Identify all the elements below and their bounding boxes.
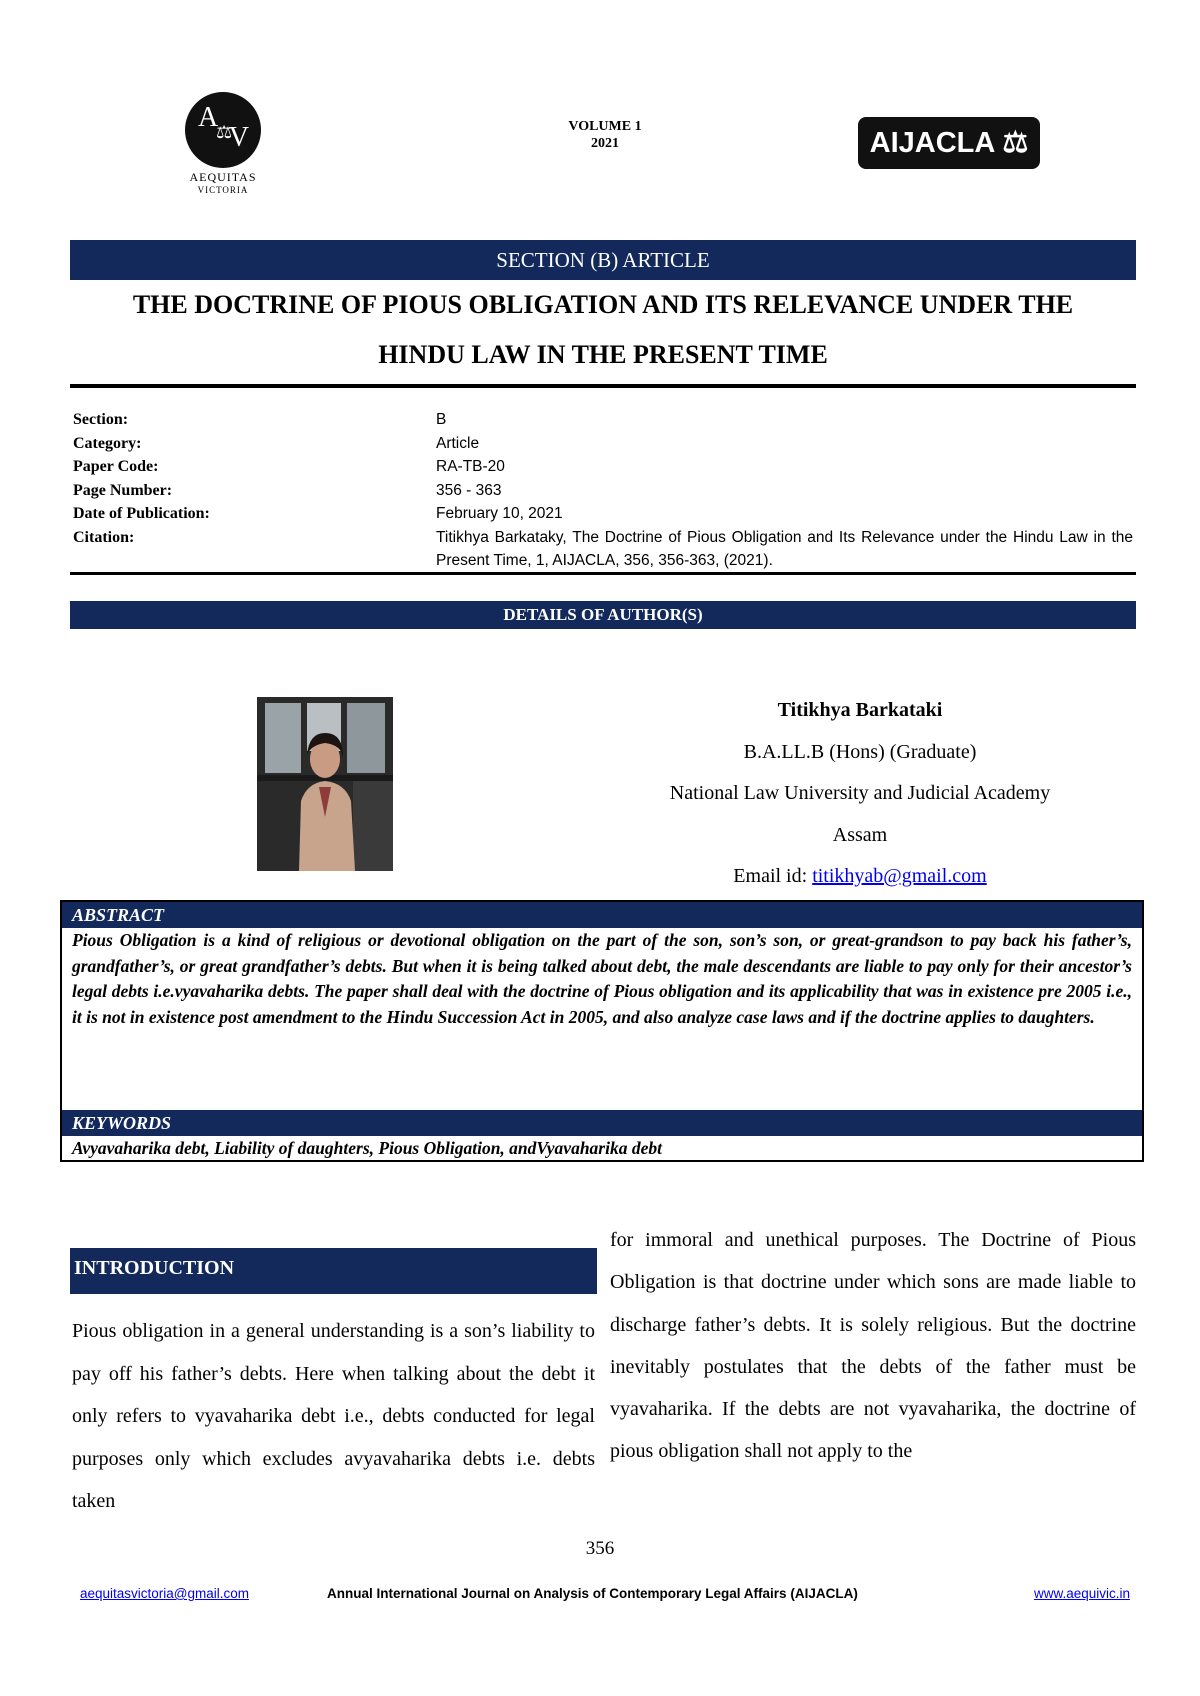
- footer-email-link[interactable]: aequitasvictoria@gmail.com: [80, 1586, 250, 1601]
- logo-emblem: [185, 92, 261, 168]
- section-bar: SECTION (B) ARTICLE: [70, 240, 1136, 280]
- logo-letter-v: V: [228, 122, 249, 153]
- page-number: 356: [585, 1538, 615, 1559]
- meta-row-paper-code: [73, 455, 1133, 479]
- meta-row-citation: [73, 526, 1133, 573]
- meta-key: Category:: [73, 434, 142, 452]
- meta-row-page-number: [73, 479, 1133, 503]
- intro-left-column: Pious obligation in a general understanding is a son’s liability to pay off his father’s debts. Here when talking about the debt it only refers to vyavaharika debt i.e., debts conducted for legal purposes only which excludes avyavaharika debts i.e. debts taken: [72, 1320, 595, 1512]
- author-place: Assam: [832, 823, 888, 846]
- article-meta: [73, 408, 1133, 573]
- keywords-heading: KEYWORDS: [62, 1110, 1142, 1136]
- meta-key: Citation:: [73, 528, 135, 546]
- meta-value: B: [436, 411, 447, 428]
- email-label: Email id:: [733, 865, 813, 887]
- meta-value: 356 - 363: [436, 481, 502, 499]
- title-divider: [70, 384, 1136, 388]
- abstract-heading: ABSTRACT: [62, 902, 1142, 928]
- aequitas-victoria-logo: [180, 92, 266, 195]
- meta-key: Section:: [73, 411, 129, 428]
- author-institution: National Law University and Judicial Academy: [669, 782, 1051, 804]
- intro-right-column: for immoral and unethical purposes. The Doctrine of Pious Obligation is that doctrine under which sons are made liable to discharge father’s debts. It is solely religious. But the doctrine inevitably postulates that the debts of the father must be vyavaharika. If the debts are not vyavaharika, the doctrine of pious obligation shall not apply to the: [610, 1229, 1136, 1463]
- logo-letter-a: A: [198, 102, 219, 133]
- meta-row-section: [73, 408, 1133, 432]
- meta-key: Date of Publication:: [73, 505, 210, 522]
- logo-word-aequitas: AEQUITAS: [189, 170, 257, 184]
- meta-value: RA-TB-20: [436, 458, 505, 475]
- author-details: [580, 690, 1140, 898]
- author-email-link[interactable]: titikhyab@gmail.com: [812, 865, 987, 887]
- volume-info: [540, 118, 670, 152]
- author-degree: B.A.LL.B (Hons) (Graduate): [743, 740, 977, 763]
- meta-row-category: [73, 432, 1133, 456]
- footer-journal-name: Annual International Journal on Analysis of Contemporary Legal Affairs (AIJACLA): [327, 1586, 858, 1601]
- meta-divider: [70, 572, 1136, 575]
- meta-value: Article: [436, 434, 480, 452]
- volume-year: 2021: [591, 136, 619, 151]
- authors-bar: DETAILS OF AUTHOR(S): [70, 601, 1136, 629]
- logo-word-victoria: VICTORIA: [197, 185, 249, 195]
- volume-label: VOLUME 1: [568, 119, 642, 134]
- title-line-1: THE DOCTRINE OF PIOUS OBLIGATION AND ITS RELEVANCE UNDER THE: [132, 290, 1074, 319]
- abstract-box: [60, 900, 1144, 1162]
- keywords-text: Avyavaharika debt, Liability of daughters, Pious Obligation, andVyavaharika debt: [72, 1138, 662, 1158]
- aijacla-badge: AIJACLA ⚖: [858, 117, 1040, 169]
- meta-value: February 10, 2021: [436, 505, 563, 522]
- author-name: Titikhya Barkataki: [777, 699, 943, 721]
- title-line-2: HINDU LAW IN THE PRESENT TIME: [378, 340, 828, 369]
- meta-key: Page Number:: [73, 481, 173, 499]
- abstract-text: Pious Obligation is a kind of religious or devotional obligation on the part of the son, son’s son, or great-grandson to pay back his father’s, grandfather’s, or great grandfather’s debts. But when it is being talked about debt, the male descendants are liable to pay only for their ancestor’s legal debts i.e.vyavaharika debts. The paper shall deal with the doctrine of Pious obligation and its applicability that was in existence pre 2005 i.e., it is not in existence post amendment to the Hindu Succession Act in 2005, and also analyze case laws and if the doctrine applies to daughters.: [72, 930, 1132, 1027]
- introduction-heading: INTRODUCTION: [70, 1248, 597, 1294]
- meta-key: Paper Code:: [73, 458, 159, 475]
- author-email-line: [580, 856, 1140, 898]
- scales-icon: ⚖: [216, 122, 233, 142]
- meta-value: Titikhya Barkataky, The Doctrine of Pious Obligation and Its Relevance under the Hindu Law in the Present Time, 1, AIJACLA, 356, 356-363, (2021).: [436, 528, 1133, 569]
- meta-row-date: [73, 502, 1133, 526]
- author-photo: [257, 697, 393, 871]
- article-title: [70, 280, 1136, 380]
- footer-website-link[interactable]: www.aequivic.in: [1033, 1586, 1130, 1601]
